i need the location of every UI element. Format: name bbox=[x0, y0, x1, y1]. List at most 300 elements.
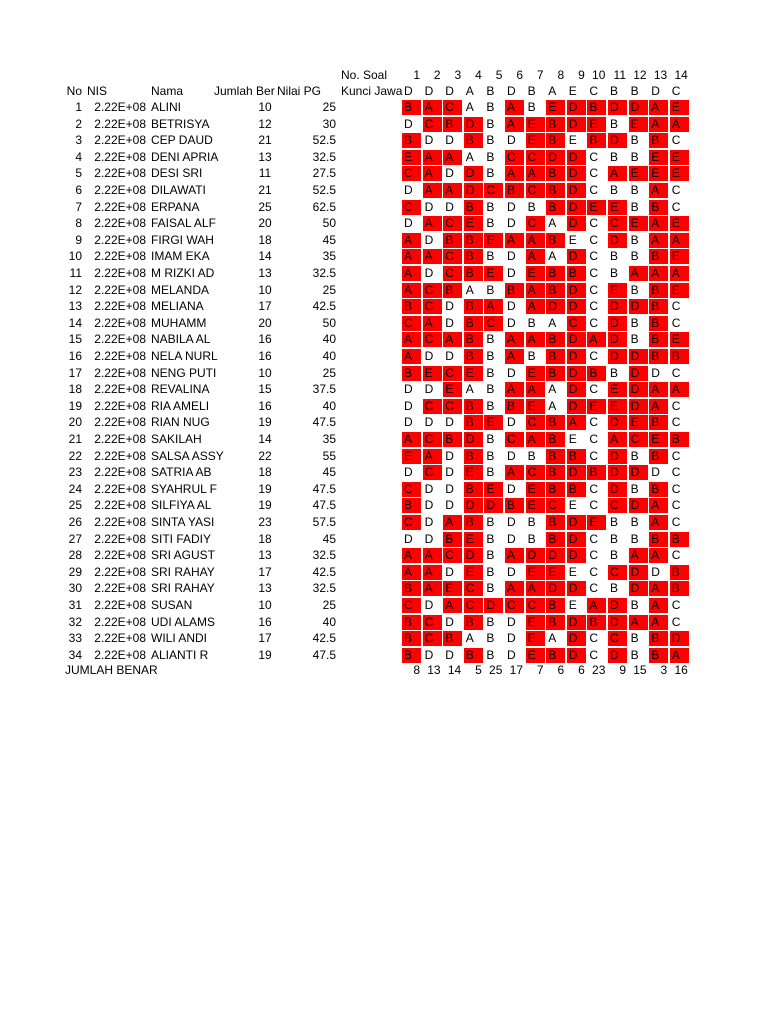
answer-cell-correct: C bbox=[670, 615, 689, 630]
name-cell: DESI SRI bbox=[151, 166, 203, 181]
answer-cell-wrong: A bbox=[423, 216, 442, 231]
answer-cell-correct: B bbox=[608, 117, 627, 132]
name-cell: M RIZKI AD bbox=[151, 266, 215, 280]
row-number: 11 bbox=[69, 266, 82, 280]
answer-cell-correct: D bbox=[402, 117, 421, 132]
answer-cell-wrong: C bbox=[443, 266, 462, 281]
answer-cell-correct: B bbox=[484, 249, 503, 264]
row-number: 12 bbox=[68, 282, 82, 297]
answer-cell-wrong: E bbox=[608, 382, 627, 397]
jumlah-benar-cell: 20 bbox=[258, 315, 272, 330]
jumlah-benar-cell: 19 bbox=[258, 498, 272, 513]
name-cell: UDI ALAMS bbox=[151, 614, 216, 629]
answer-cell-wrong: E bbox=[443, 581, 462, 596]
nilai-pg-cell: 40 bbox=[322, 398, 336, 413]
answer-cell-wrong: A bbox=[443, 598, 462, 613]
answer-cell-correct: B bbox=[608, 532, 627, 547]
name-cell: IMAM EKA bbox=[151, 249, 210, 264]
row-number: 7 bbox=[75, 199, 82, 214]
answer-cell-wrong: D bbox=[567, 615, 586, 630]
nis-cell: 2.22E+08 bbox=[94, 332, 146, 347]
answer-cell-correct: C bbox=[670, 498, 689, 513]
answer-cell-wrong: D bbox=[567, 299, 586, 314]
answer-cell-correct: C bbox=[587, 382, 606, 397]
answer-cell-correct: B bbox=[484, 615, 503, 630]
total-correct-cell: 14 bbox=[447, 663, 462, 677]
question-number: 8 bbox=[557, 68, 565, 82]
answer-cell-wrong: B bbox=[546, 266, 565, 281]
name-cell: ERPANA bbox=[151, 199, 200, 214]
answer-cell-correct: D bbox=[505, 415, 524, 430]
answer-cell-wrong: C bbox=[608, 631, 627, 646]
answer-cell-wrong: B bbox=[546, 200, 565, 215]
name-cell: MELIANA bbox=[151, 299, 204, 314]
answer-cell-wrong: C bbox=[464, 598, 483, 613]
answer-cell-wrong: E bbox=[670, 100, 689, 115]
answer-cell-correct: C bbox=[587, 266, 606, 281]
answer-cell-wrong: A bbox=[670, 648, 689, 663]
answer-cell-wrong: C bbox=[567, 316, 586, 331]
answer-cell-wrong: B bbox=[402, 299, 421, 314]
row-number: 14 bbox=[68, 315, 82, 330]
answer-cell-wrong: C bbox=[402, 166, 421, 181]
nilai-pg-cell: 45 bbox=[322, 465, 336, 480]
answer-cell-wrong: D bbox=[608, 233, 627, 248]
answer-cell-correct: C bbox=[587, 349, 606, 364]
answer-cell-correct: D bbox=[443, 465, 462, 480]
answer-cell-wrong: B bbox=[587, 366, 606, 381]
answer-cell-wrong: E bbox=[587, 399, 606, 414]
answer-cell-wrong: B bbox=[546, 415, 565, 430]
answer-cell-wrong: B bbox=[443, 532, 462, 547]
answer-cell-wrong: B bbox=[464, 332, 483, 347]
answer-cell-wrong: A bbox=[505, 332, 524, 347]
answer-cell-wrong: D bbox=[567, 631, 586, 646]
answer-cell-wrong: A bbox=[526, 382, 545, 397]
answer-cell-wrong: B bbox=[464, 200, 483, 215]
answer-cell-correct: B bbox=[629, 150, 648, 165]
answer-cell-wrong: B bbox=[670, 349, 689, 364]
answer-cell-correct: B bbox=[608, 249, 627, 264]
answer-cell-correct: D bbox=[443, 299, 462, 314]
answer-cell-wrong: B bbox=[649, 200, 668, 215]
answer-cell-wrong: E bbox=[608, 200, 627, 215]
answer-cell-wrong: D bbox=[629, 299, 648, 314]
jumlah-benar-cell: 18 bbox=[258, 465, 272, 480]
answer-cell-wrong: B bbox=[505, 183, 524, 198]
answer-key-cell: B bbox=[630, 84, 639, 98]
jumlah-benar-cell: 13 bbox=[258, 548, 272, 563]
nis-cell: 2.22E+08 bbox=[94, 415, 146, 430]
answer-cell-correct: C bbox=[587, 532, 606, 547]
answer-cell-wrong: E bbox=[670, 166, 689, 181]
name-cell: ALINI bbox=[151, 100, 182, 114]
answer-cell-correct: B bbox=[484, 166, 503, 181]
answer-cell-wrong: A bbox=[423, 449, 442, 464]
jumlah-benar-cell: 10 bbox=[258, 282, 272, 297]
nilai-pg-cell: 45 bbox=[322, 232, 336, 247]
question-number: 3 bbox=[454, 68, 462, 82]
answer-cell-correct: D bbox=[443, 166, 462, 181]
jumlah-benar-cell: 13 bbox=[258, 149, 272, 164]
answer-cell-correct: B bbox=[526, 349, 545, 364]
answer-cell-wrong: C bbox=[443, 100, 462, 115]
answer-cell-wrong: C bbox=[526, 598, 545, 613]
answer-cell-wrong: E bbox=[526, 117, 545, 132]
answer-key-cell: C bbox=[671, 84, 681, 98]
question-number: 5 bbox=[495, 68, 503, 82]
answer-cell-wrong: E bbox=[464, 532, 483, 547]
name-cell: SATRIA AB bbox=[151, 465, 212, 480]
nis-cell: 2.22E+08 bbox=[94, 531, 146, 546]
row-number: 2 bbox=[75, 116, 82, 131]
nis-cell: 2.22E+08 bbox=[94, 581, 146, 596]
answer-cell-correct: C bbox=[587, 565, 606, 580]
jumlah-benar-cell: 16 bbox=[258, 332, 272, 347]
question-number: 14 bbox=[674, 68, 688, 82]
answer-cell-correct: B bbox=[629, 249, 648, 264]
answer-cell-correct: B bbox=[629, 133, 648, 148]
answer-cell-correct: B bbox=[526, 515, 545, 530]
answer-cell-wrong: D bbox=[567, 249, 586, 264]
answer-cell-correct: B bbox=[629, 332, 648, 347]
answer-cell-correct: C bbox=[670, 366, 689, 381]
answer-cell-wrong: D bbox=[567, 332, 586, 347]
jumlah-benar-cell: 10 bbox=[258, 100, 272, 114]
answer-cell-correct: B bbox=[629, 482, 648, 497]
answer-cell-wrong: A bbox=[526, 332, 545, 347]
answer-cell-wrong: C bbox=[402, 482, 421, 497]
answer-cell-correct: D bbox=[402, 216, 421, 231]
answer-cell-correct: D bbox=[423, 498, 442, 513]
row-number: 9 bbox=[75, 232, 82, 247]
row-number: 13 bbox=[68, 299, 82, 314]
answer-key-cell: A bbox=[548, 84, 557, 98]
answer-cell-wrong: D bbox=[608, 598, 627, 613]
answer-cell-correct: D bbox=[443, 200, 462, 215]
answer-cell-wrong: B bbox=[670, 432, 689, 447]
nilai-pg-cell: 45 bbox=[322, 531, 336, 546]
answer-cell-wrong: C bbox=[402, 316, 421, 331]
answer-cell-wrong: E bbox=[423, 366, 442, 381]
answer-cell-wrong: E bbox=[402, 150, 421, 165]
answer-cell-wrong: D bbox=[629, 399, 648, 414]
answer-cell-correct: B bbox=[629, 449, 648, 464]
answer-cell-wrong: A bbox=[443, 183, 462, 198]
total-correct-cell: 16 bbox=[674, 663, 688, 677]
nis-cell: 2.22E+08 bbox=[94, 116, 146, 131]
nilai-pg-cell: 32.5 bbox=[312, 548, 336, 563]
jumlah-benar-cell: 12 bbox=[258, 116, 272, 131]
answer-cell-correct: E bbox=[567, 233, 586, 248]
question-number: 4 bbox=[475, 68, 482, 82]
answer-cell-wrong: A bbox=[587, 598, 606, 613]
answer-cell-correct: B bbox=[484, 399, 503, 414]
question-number: 13 bbox=[653, 68, 668, 82]
answer-cell-wrong: B bbox=[546, 465, 565, 480]
nilai-pg-cell: 35 bbox=[322, 432, 336, 446]
answer-cell-wrong: D bbox=[567, 349, 586, 364]
row-number: 31 bbox=[68, 598, 82, 612]
answer-cell-wrong: A bbox=[423, 183, 442, 198]
answer-cell-wrong: B bbox=[587, 615, 606, 630]
answer-cell-correct: B bbox=[484, 100, 503, 115]
answer-cell-correct: D bbox=[649, 465, 668, 480]
nilai-pg-cell: 32.5 bbox=[312, 149, 336, 164]
row-number: 16 bbox=[68, 349, 82, 363]
answer-cell-correct: D bbox=[505, 200, 524, 215]
nis-cell: 2.22E+08 bbox=[94, 315, 146, 330]
answer-cell-wrong: B bbox=[464, 299, 483, 314]
answer-cell-correct: D bbox=[505, 266, 524, 281]
row-number: 27 bbox=[68, 531, 82, 546]
answer-cell-correct: D bbox=[505, 366, 524, 381]
answer-cell-wrong: A bbox=[649, 233, 668, 248]
row-number: 29 bbox=[68, 564, 82, 579]
nilai-pg-cell: 35 bbox=[322, 249, 336, 264]
row-number: 6 bbox=[75, 183, 82, 197]
nis-cell: 2.22E+08 bbox=[94, 133, 146, 148]
answer-cell-wrong: D bbox=[629, 100, 648, 115]
answer-cell-correct: B bbox=[629, 598, 648, 613]
answer-cell-correct: A bbox=[464, 283, 483, 298]
answer-cell-correct: D bbox=[443, 349, 462, 364]
question-number: 11 bbox=[613, 68, 626, 82]
answer-cell-wrong: E bbox=[587, 200, 606, 215]
answer-cell-correct: A bbox=[464, 631, 483, 646]
answer-cell-correct: B bbox=[484, 133, 503, 148]
answer-cell-wrong: B bbox=[443, 283, 462, 298]
answer-cell-wrong: D bbox=[608, 648, 627, 663]
answer-cell-wrong: B bbox=[546, 432, 565, 447]
nilai-pg-cell: 25 bbox=[322, 282, 336, 297]
total-correct-cell: 23 bbox=[592, 663, 606, 677]
row-number: 26 bbox=[68, 515, 82, 529]
answer-cell-wrong: D bbox=[464, 117, 483, 132]
answer-cell-wrong: D bbox=[608, 465, 627, 480]
answer-cell-wrong: B bbox=[402, 366, 421, 381]
answer-cell-wrong: B bbox=[464, 233, 483, 248]
answer-cell-correct: B bbox=[608, 366, 627, 381]
answer-cell-wrong: C bbox=[402, 598, 421, 613]
nilai-pg-cell: 40 bbox=[322, 349, 336, 363]
answer-cell-wrong: A bbox=[402, 349, 421, 364]
answer-cell-correct: B bbox=[526, 449, 545, 464]
jumlah-benar-cell: 13 bbox=[258, 581, 272, 596]
name-cell: WILI ANDI bbox=[151, 631, 208, 646]
answer-cell-wrong: B bbox=[546, 532, 565, 547]
answer-cell-correct: C bbox=[587, 449, 606, 464]
answer-cell-wrong: B bbox=[546, 183, 565, 198]
row-number: 19 bbox=[68, 398, 82, 413]
answer-cell-wrong: E bbox=[587, 515, 606, 530]
answer-cell-correct: B bbox=[629, 631, 648, 646]
answer-cell-wrong: B bbox=[464, 349, 483, 364]
answer-cell-wrong: E bbox=[526, 482, 545, 497]
name-cell: SUSAN bbox=[151, 598, 193, 612]
answer-cell-wrong: A bbox=[649, 615, 668, 630]
answer-cell-wrong: A bbox=[402, 432, 421, 447]
answer-cell-wrong: D bbox=[608, 615, 627, 630]
answer-cell-correct: D bbox=[443, 615, 462, 630]
answer-cell-wrong: A bbox=[629, 615, 648, 630]
answer-cell-wrong: A bbox=[505, 117, 524, 132]
name-cell: SRI AGUST bbox=[151, 548, 216, 563]
answer-cell-correct: B bbox=[629, 648, 648, 663]
nis-cell: 2.22E+08 bbox=[94, 249, 146, 264]
answer-cell-wrong: E bbox=[526, 615, 545, 630]
answer-cell-wrong: A bbox=[649, 498, 668, 513]
answer-cell-correct: D bbox=[505, 532, 524, 547]
answer-cell-wrong: D bbox=[546, 299, 565, 314]
answer-cell-correct: B bbox=[608, 581, 627, 596]
answer-cell-wrong: D bbox=[608, 299, 627, 314]
answer-cell-wrong: E bbox=[464, 565, 483, 580]
answer-cell-wrong: E bbox=[649, 150, 668, 165]
answer-cell-correct: C bbox=[670, 415, 689, 430]
answer-cell-wrong: C bbox=[526, 415, 545, 430]
answer-cell-wrong: D bbox=[567, 166, 586, 181]
answer-cell-wrong: E bbox=[526, 399, 545, 414]
answer-cell-wrong: B bbox=[649, 631, 668, 646]
answer-cell-wrong: D bbox=[546, 548, 565, 563]
answer-cell-wrong: B bbox=[505, 399, 524, 414]
answer-cell-wrong: B bbox=[587, 100, 606, 115]
answer-key-cell: B bbox=[610, 84, 619, 98]
answer-cell-wrong: C bbox=[423, 399, 442, 414]
answer-cell-wrong: B bbox=[670, 565, 689, 580]
answer-cell-wrong: B bbox=[464, 449, 483, 464]
answer-cell-correct: D bbox=[402, 183, 421, 198]
answer-cell-wrong: C bbox=[608, 565, 627, 580]
nis-cell: 2.22E+08 bbox=[94, 216, 146, 231]
answer-cell-wrong: D bbox=[608, 449, 627, 464]
col-header-jumlah-benar: Jumlah Ber bbox=[214, 84, 275, 98]
answer-cell-correct: E bbox=[567, 598, 586, 613]
name-cell: BETRISYA bbox=[151, 116, 210, 131]
jumlah-benar-cell: 23 bbox=[258, 515, 272, 529]
row-number: 21 bbox=[68, 432, 82, 446]
answer-cell-correct: B bbox=[526, 100, 545, 115]
answer-cell-correct: C bbox=[587, 432, 606, 447]
answer-key-cell: B bbox=[486, 84, 495, 98]
answer-cell-wrong: B bbox=[443, 631, 462, 646]
row-number: 8 bbox=[75, 216, 82, 231]
name-cell: SYAHRUL F bbox=[151, 481, 218, 496]
answer-cell-wrong: B bbox=[443, 117, 462, 132]
answer-cell-wrong: D bbox=[567, 100, 586, 115]
answer-cell-correct: D bbox=[402, 415, 421, 430]
answer-cell-wrong: C bbox=[423, 631, 442, 646]
answer-cell-correct: D bbox=[505, 515, 524, 530]
jumlah-benar-cell: 14 bbox=[258, 249, 272, 264]
name-cell: NABILA AL bbox=[151, 332, 211, 347]
answer-key-cell: E bbox=[568, 84, 577, 98]
answer-cell-wrong: D bbox=[567, 648, 586, 663]
answer-cell-wrong: A bbox=[402, 548, 421, 563]
answer-cell-wrong: B bbox=[546, 283, 565, 298]
jumlah-benar-cell: 16 bbox=[258, 614, 272, 629]
answer-cell-wrong: D bbox=[629, 581, 648, 596]
answer-cell-correct: B bbox=[484, 200, 503, 215]
answer-cell-wrong: B bbox=[464, 133, 483, 148]
answer-cell-correct: D bbox=[423, 598, 442, 613]
answer-cell-wrong: D bbox=[629, 349, 648, 364]
nis-cell: 2.22E+08 bbox=[94, 365, 146, 380]
answer-cell-wrong: A bbox=[505, 581, 524, 596]
answer-cell-wrong: A bbox=[649, 399, 668, 414]
answer-cell-correct: A bbox=[546, 382, 565, 397]
answer-cell-wrong: E bbox=[526, 266, 545, 281]
answer-cell-wrong: A bbox=[608, 432, 627, 447]
answer-cell-wrong: A bbox=[629, 548, 648, 563]
answer-cell-wrong: C bbox=[443, 249, 462, 264]
answer-cell-correct: D bbox=[423, 415, 442, 430]
answer-cell-correct: E bbox=[567, 432, 586, 447]
nis-cell: 2.22E+08 bbox=[94, 465, 146, 480]
answer-cell-correct: D bbox=[423, 532, 442, 547]
answer-cell-wrong: A bbox=[423, 249, 442, 264]
answer-cell-correct: C bbox=[587, 249, 606, 264]
jumlah-benar-cell: 19 bbox=[258, 415, 272, 430]
answer-cell-correct: D bbox=[423, 266, 442, 281]
answer-cell-correct: E bbox=[567, 498, 586, 513]
answer-cell-wrong: B bbox=[464, 515, 483, 530]
answer-cell-wrong: A bbox=[423, 581, 442, 596]
answer-cell-wrong: D bbox=[567, 465, 586, 480]
answer-cell-wrong: A bbox=[423, 316, 442, 331]
answer-cell-wrong: A bbox=[649, 100, 668, 115]
answer-cell-correct: B bbox=[526, 200, 545, 215]
jumlah-benar-cell: 14 bbox=[258, 432, 272, 446]
nis-cell: 2.22E+08 bbox=[94, 598, 146, 612]
answer-cell-correct: B bbox=[484, 216, 503, 231]
answer-cell-correct: C bbox=[670, 465, 689, 480]
answer-cell-wrong: A bbox=[402, 233, 421, 248]
answer-cell-wrong: D bbox=[526, 548, 545, 563]
answer-cell-wrong: A bbox=[526, 283, 545, 298]
answer-cell-wrong: C bbox=[423, 117, 442, 132]
answer-cell-wrong: B bbox=[505, 498, 524, 513]
answer-cell-correct: D bbox=[423, 648, 442, 663]
answer-cell-correct: D bbox=[443, 565, 462, 580]
nis-cell: 2.22E+08 bbox=[94, 166, 146, 181]
answer-cell-wrong: D bbox=[546, 581, 565, 596]
nis-cell: 2.22E+08 bbox=[94, 448, 146, 463]
nis-cell: 2.22E+08 bbox=[94, 481, 146, 496]
answer-cell-wrong: C bbox=[505, 150, 524, 165]
answer-cell-wrong: A bbox=[402, 283, 421, 298]
answer-cell-correct: B bbox=[484, 515, 503, 530]
answer-cell-correct: D bbox=[505, 615, 524, 630]
answer-cell-wrong: C bbox=[443, 548, 462, 563]
answer-cell-correct: B bbox=[629, 515, 648, 530]
name-cell: DENI APRIA bbox=[151, 149, 219, 164]
answer-cell-wrong: D bbox=[629, 382, 648, 397]
answer-cell-correct: C bbox=[670, 449, 689, 464]
answer-cell-correct: E bbox=[567, 565, 586, 580]
answer-cell-correct: C bbox=[670, 515, 689, 530]
answer-cell-wrong: A bbox=[443, 332, 462, 347]
answer-cell-wrong: D bbox=[567, 150, 586, 165]
answer-cell-correct: C bbox=[587, 166, 606, 181]
answer-cell-correct: C bbox=[587, 216, 606, 231]
answer-cell-correct: D bbox=[402, 399, 421, 414]
answer-cell-wrong: A bbox=[423, 100, 442, 115]
answer-cell-wrong: B bbox=[464, 648, 483, 663]
answer-cell-wrong: E bbox=[629, 166, 648, 181]
answer-cell-wrong: D bbox=[464, 432, 483, 447]
